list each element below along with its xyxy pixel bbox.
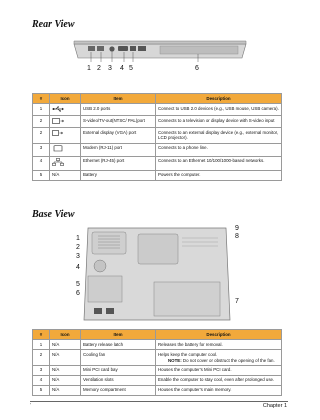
col-header-description: Description [156,330,282,340]
table-row [33,116,282,128]
rear-view-table [32,93,282,181]
rear-callout-2: 2 [97,65,101,72]
base-callout-6: 6 [76,290,80,297]
row-description: Connects to an Ethernet 10/100/1000-based networks. [156,156,282,170]
row-num: 2 [33,128,50,144]
col-header-num: # [33,330,50,340]
table-row [33,156,282,170]
row-icon-text: N/A [50,375,81,385]
rear-view-title: Rear View [32,19,75,30]
row-item: Cooling fan [81,350,156,366]
base-callout-1: 1 [76,235,80,242]
note-text: Do not cover or obstruct the opening of the fan. [182,357,275,363]
base-callout-8: 8 [235,233,239,240]
vga-icon [52,130,64,136]
row-description: Powers the computer. [156,170,282,180]
base-view-title: Base View [32,209,75,220]
row-item: S-video/TV-out(NTSC/ PAL)port [81,116,156,128]
table-row [33,375,282,385]
table-header-row [33,330,282,340]
modem-icon [52,145,64,152]
row-description: Enable the computer to stay cool, even after prolonged use. [156,375,282,385]
row-description: Connect to USB 2.0 devices (e.g., USB mouse, USB camera). [156,104,282,116]
base-callout-7: 7 [235,298,239,305]
row-description-text: Helps keep the computer cool. [158,351,218,357]
table-row [33,104,282,116]
row-item: Mini PCI card bay [81,365,156,375]
row-icon-text: N/A [50,170,81,180]
table-row [33,170,282,180]
row-num: 5 [33,385,50,395]
table-row [33,350,282,366]
col-header-item: Item [81,94,156,104]
footer-page-mark: ' [30,403,31,409]
base-callout-4: 4 [76,264,80,271]
note-label: NOTE: [168,357,182,363]
col-header-item: Item [81,330,156,340]
row-item: Battery release latch [81,340,156,350]
col-header-icon: Icon [50,330,81,340]
laptop-base-image [82,224,232,324]
row-num: 5 [33,170,50,180]
laptop-rear-image [70,34,250,62]
rear-callout-3: 3 [108,65,112,72]
row-num: 3 [33,143,50,156]
row-num: 1 [33,104,50,116]
base-callout-5: 5 [76,281,80,288]
base-callout-9: 9 [235,225,239,232]
col-header-num: # [33,94,50,104]
ethernet-icon [52,158,64,166]
row-item: Battery [81,170,156,180]
row-item: Modem (RJ-11) port [81,143,156,156]
row-item: Ethernet (RJ-45) port [81,156,156,170]
row-icon-text: N/A [50,385,81,395]
row-num: 2 [33,116,50,128]
row-num: 3 [33,365,50,375]
col-header-icon: Icon [50,94,81,104]
base-view-table [32,329,282,396]
table-row [33,340,282,350]
table-header-row [33,94,282,104]
row-description: Houses the computer's main memory. [156,385,282,395]
usb-icon [52,106,64,112]
row-description: Houses the computer's Mini PCI card. [156,365,282,375]
rear-callout-5: 5 [129,65,133,72]
table-row [33,128,282,144]
table-row [33,385,282,395]
row-item: Memory compartment [81,385,156,395]
row-icon-text: N/A [50,365,81,375]
row-description: Connects to an external display device (e.g., external monitor, LCD projector). [156,128,282,144]
row-description: Releases the battery for removal. [156,340,282,350]
row-description [156,350,282,366]
footer-divider [30,401,288,402]
rear-callout-6: 6 [195,65,199,72]
row-item: USB 2.0 ports [81,104,156,116]
col-header-description: Description [156,94,282,104]
row-icon-text: N/A [50,350,81,366]
row-num: 4 [33,156,50,170]
row-num: 2 [33,350,50,366]
base-callout-3: 3 [76,253,80,260]
row-description: Connects to a television or display device with S-video input [156,116,282,128]
row-item: External display (VGA) port [81,128,156,144]
row-item: Ventilation slots [81,375,156,385]
rear-callout-4: 4 [120,65,124,72]
row-icon-text: N/A [50,340,81,350]
table-row [33,365,282,375]
footer-chapter: Chapter 1 [262,403,287,409]
row-description: Connects to a phone line. [156,143,282,156]
base-callout-2: 2 [76,244,80,251]
tv-out-icon [52,118,64,124]
rear-callout-1: 1 [87,65,91,72]
row-num: 4 [33,375,50,385]
row-num: 1 [33,340,50,350]
table-row [33,143,282,156]
